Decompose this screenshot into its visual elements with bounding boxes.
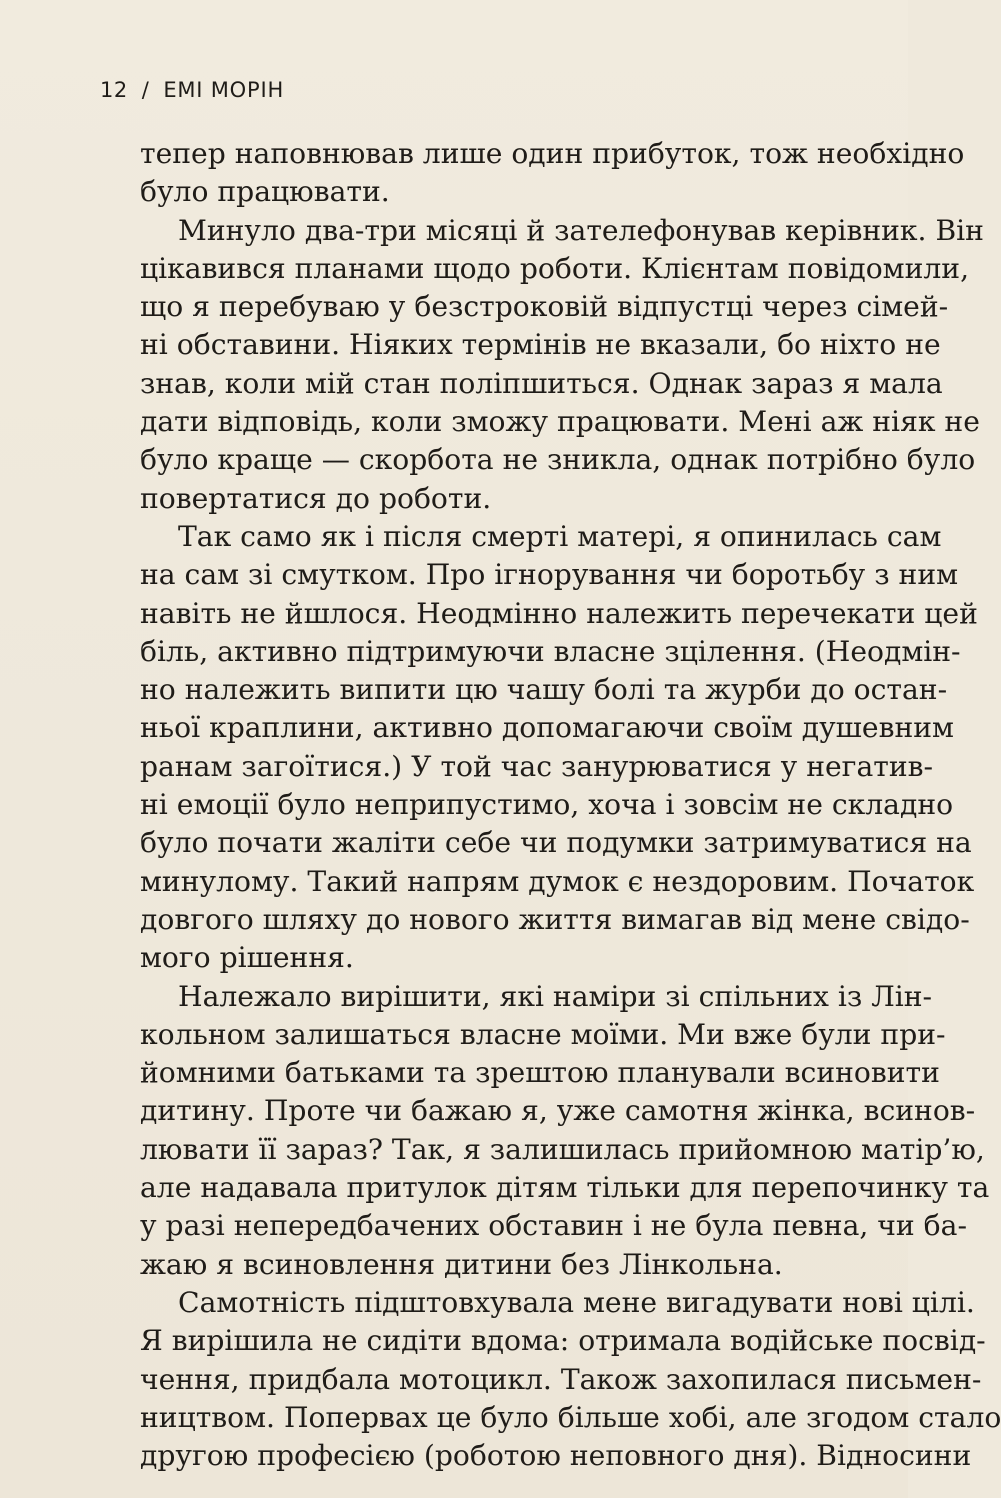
text-line: у разі непередбачених обставин і не була певна, чи ба- — [140, 1209, 967, 1243]
text-line: Я вирішила не сидіти вдома: отримала водійське посвід- — [140, 1324, 986, 1358]
text-line: але надавала притулок дітям тільки для перепочинку та — [140, 1171, 990, 1205]
text-line: ньої краплини, активно допомагаючи своїм душевним — [140, 711, 954, 745]
text-line: біль, активно підтримуючи власне зцілення. (Неодмін- — [140, 634, 961, 668]
header-separator: / — [141, 78, 150, 102]
text-line: що я перебуваю у безстроковій відпустці через сімей- — [140, 290, 949, 324]
text-line: на сам зі смутком. Про ігнорування чи боротьбу з ним — [140, 558, 959, 592]
page-number: 12 — [100, 78, 128, 102]
text-line: жаю я всиновлення дитини без Лінкольна. — [140, 1247, 783, 1281]
text-line: чення, придбала мотоцикл. Також захопилася письмен- — [140, 1362, 982, 1396]
text-line: цікавився планами щодо роботи. Клієнтам повідомили, — [140, 251, 970, 285]
text-line: довгого шляху до нового життя вимагав від мене свідо- — [140, 902, 970, 936]
text-line: дати відповідь, коли зможу працювати. Мені аж ніяк не — [140, 405, 980, 439]
text-line: йомними батьками та зрештою планували всиновити — [140, 1056, 940, 1090]
paragraph-continued — [140, 135, 965, 212]
text-line: Так само як і після смерті матері, я опинилась сам — [178, 519, 942, 553]
text-line: лювати її зараз? Так, я залишилась прийомною матір’ю, — [140, 1132, 985, 1166]
text-line: було працювати. — [140, 175, 390, 209]
paragraph — [140, 212, 984, 518]
text-line: було почати жаліти себе чи подумки затримуватися на — [140, 826, 972, 860]
text-line: дитину. Проте чи бажаю я, уже самотня жінка, всинов- — [140, 1094, 976, 1128]
text-line: знав, коли мій стан поліпшиться. Однак зараз я мала — [140, 366, 943, 400]
text-line: минулому. Такий напрям думок є нездоровим. Початок — [140, 864, 975, 898]
text-line: ництвом. Попервах це було більше хобі, але згодом стало — [140, 1400, 1001, 1434]
text-line: другою професією (роботою неповного дня). Відносини — [140, 1439, 972, 1473]
text-line: Самотність підштовхувала мене вигадувати нові цілі. — [178, 1285, 975, 1319]
text-line: тепер наповнював лише один прибуток, тож необхідно — [140, 137, 965, 170]
paragraph — [140, 518, 978, 978]
text-line: повертатися до роботи. — [140, 481, 492, 515]
text-line: ні обставини. Ніяких термінів не вказали, бо ніхто не — [140, 328, 941, 362]
text-line: кольном залишаться власне моїми. Ми вже були при- — [140, 1017, 946, 1051]
text-line: ранам загоїтися.) У той час занурюватися у негатив- — [140, 749, 934, 783]
paragraph — [140, 1284, 1001, 1475]
text-line: Належало вирішити, які наміри зі спільних із Лін- — [178, 979, 933, 1013]
paragraph — [140, 978, 990, 1284]
text-line: було краще — скорбота не зникла, однак потрібно було — [140, 443, 976, 477]
text-line: мого рішення. — [140, 941, 354, 975]
body-text — [140, 135, 1001, 1475]
text-line: навіть не йшлося. Неодмінно належить перечекати цей — [140, 596, 978, 630]
text-line: ні емоції було неприпустимо, хоча і зовсім не складно — [140, 788, 954, 822]
text-line: но належить випити цю чашу болі та журби до остан- — [140, 673, 948, 707]
running-header — [100, 74, 284, 106]
author-name: ЕМІ МОРІН — [163, 78, 285, 102]
text-line: Минуло два-три місяці й зателефонував керівник. Він — [178, 213, 984, 247]
